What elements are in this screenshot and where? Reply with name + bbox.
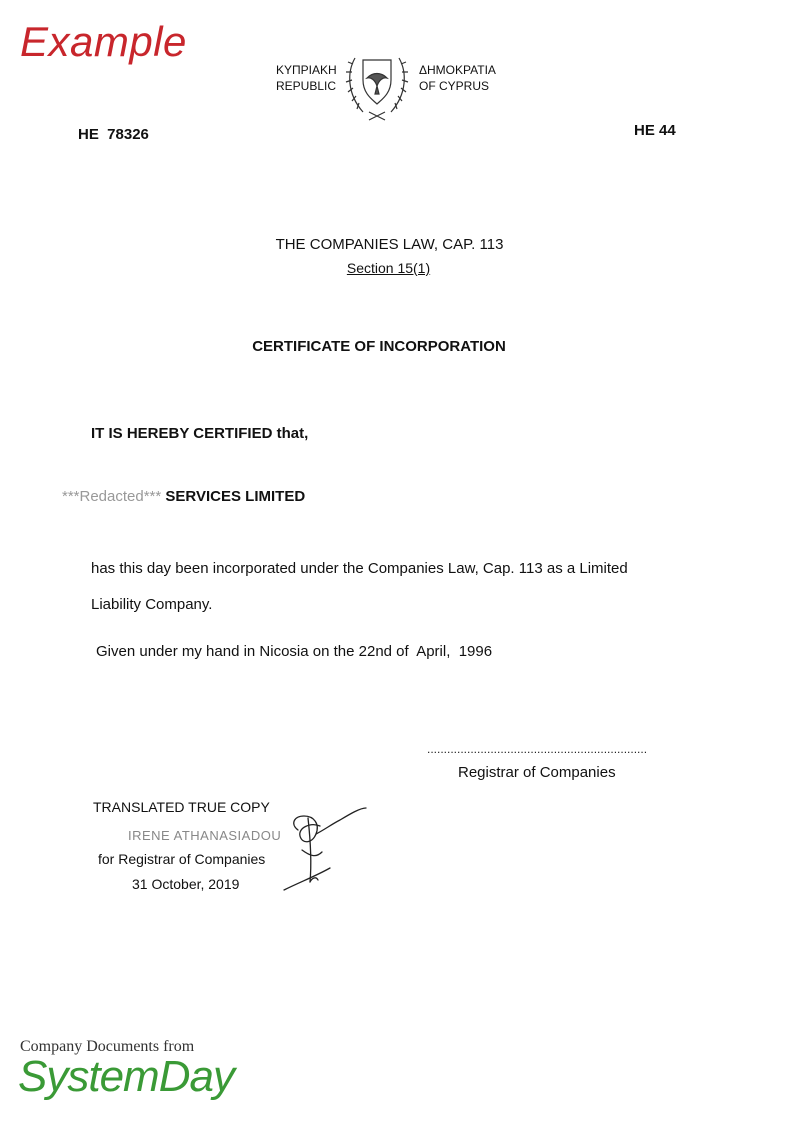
law-title-text: THE COMPANIES LAW, CAP. 113 — [275, 236, 504, 253]
incorporation-statement-line1: has this day been incorporated under the Companies Law, Cap. 113 as a Limited — [91, 560, 628, 577]
translator-name-stamp: IRENE ATHANASIADOU — [128, 828, 282, 843]
hereby-certified-text: IT IS HEREBY CERTIFIED that, — [91, 425, 309, 442]
reference-number-left: HE 78326 — [78, 126, 149, 143]
header-greek-right: ΔΗΜΟΚΡΑΤΙΑ — [419, 63, 496, 77]
law-section — [0, 260, 793, 276]
header-right-text — [419, 62, 496, 94]
certificate-title: CERTIFICATE OF INCORPORATION — [252, 338, 506, 355]
registrar-label: Registrar of Companies — [458, 764, 616, 781]
company-name-suffix: SERVICES LIMITED — [165, 488, 306, 505]
example-watermark: Example — [20, 18, 187, 65]
systemday-logo: SystemDay — [18, 1052, 234, 1101]
law-title — [0, 236, 793, 253]
company-name-redacted: ***Redacted*** — [62, 488, 162, 505]
translated-true-copy-label: TRANSLATED TRUE COPY — [93, 799, 270, 815]
incorporation-statement-line2: Liability Company. — [91, 596, 213, 613]
header-english-right: OF CYPRUS — [419, 79, 490, 93]
reference-number-right: HE 44 — [634, 122, 676, 139]
company-name-line — [62, 488, 305, 505]
header-left-text — [276, 62, 337, 94]
cyprus-emblem-icon — [341, 50, 413, 124]
registrar-signature-line: .................................................................. — [427, 742, 648, 756]
footer-tagline: Company Documents from — [20, 1038, 195, 1055]
header-english-left: REPUBLIC — [276, 79, 337, 93]
law-section-text: Section 15(1) — [346, 260, 431, 276]
translation-date: 31 October, 2019 — [132, 876, 240, 892]
for-registrar-text: for Registrar of Companies — [98, 851, 266, 867]
handwritten-signature-icon — [280, 800, 380, 895]
given-under-hand-text: Given under my hand in Nicosia on the 22nd of April, 1996 — [96, 643, 493, 660]
header-greek-left: ΚΥΠΡΙΑΚΗ — [276, 63, 337, 77]
